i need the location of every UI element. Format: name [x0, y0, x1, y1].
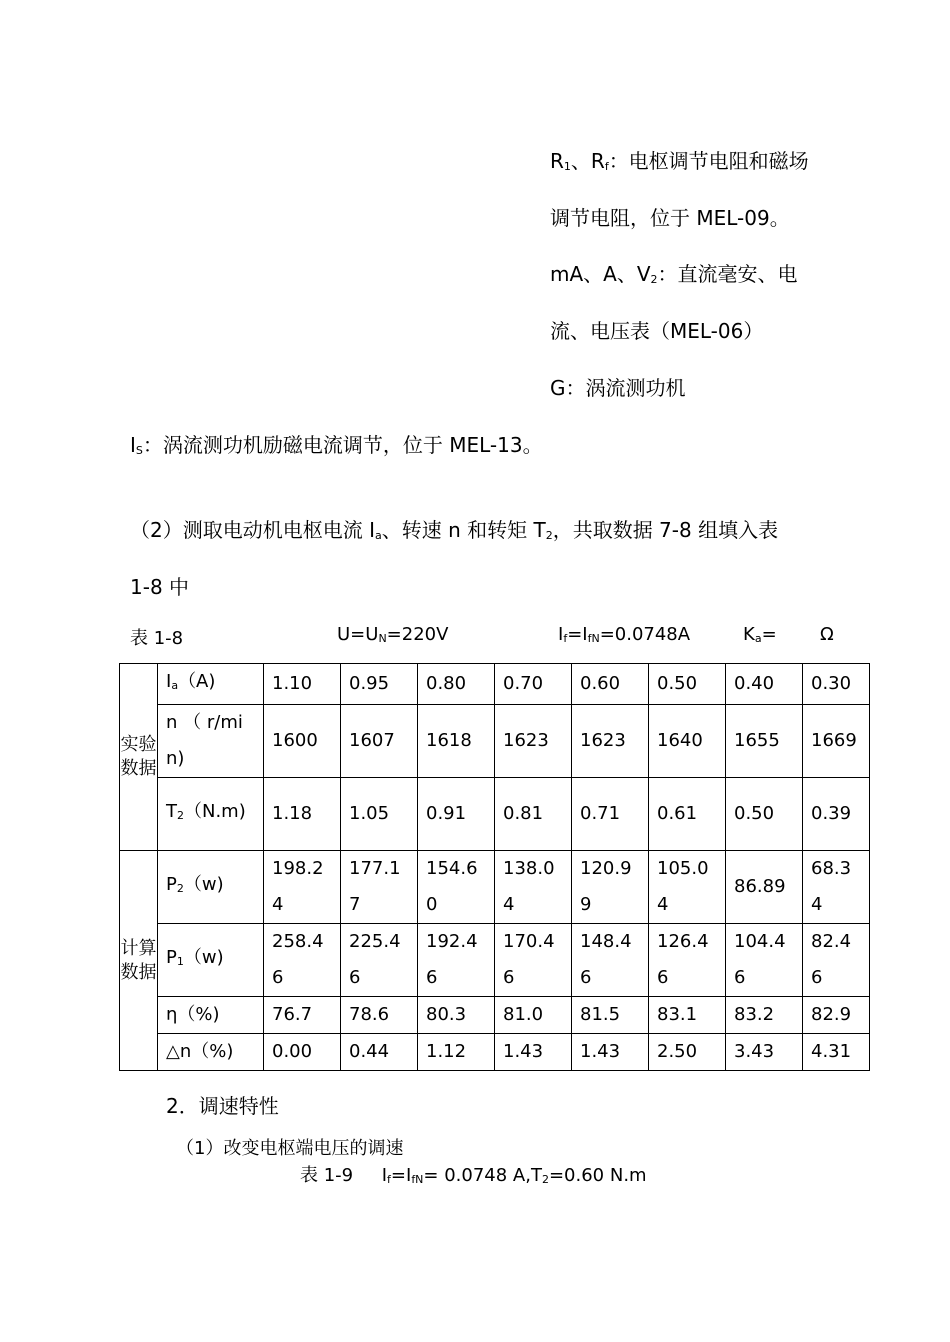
table-cell: 0.44 — [341, 1034, 418, 1071]
table-cell: 1655 — [726, 705, 803, 778]
table-cell: 0.40 — [726, 664, 803, 705]
data-table-1-8 — [119, 663, 870, 1071]
table-cell: 120.99 — [572, 851, 649, 924]
table-cell: 138.04 — [495, 851, 572, 924]
table-cell: 68.34 — [803, 851, 870, 924]
table-cell: 0.95 — [341, 664, 418, 705]
table-cell: 0.91 — [418, 778, 495, 851]
row-label: $P_1(w)$ — [158, 924, 264, 997]
table-cell: 86.89 — [726, 851, 803, 924]
table-cell: 126.46 — [649, 924, 726, 997]
table-cell: 104.46 — [726, 924, 803, 997]
table-cell: 0.50 — [726, 778, 803, 851]
table-cell: 1623 — [495, 705, 572, 778]
table-row — [120, 778, 870, 851]
table-row — [120, 664, 870, 705]
table-cell: 82.46 — [803, 924, 870, 997]
table-cell: 148.46 — [572, 924, 649, 997]
group-calc: 计算数据 — [120, 851, 158, 1071]
table-cell: 0.39 — [803, 778, 870, 851]
legend-r-line1: $R_1$、$R_f$：电枢调节电阻和磁场 — [550, 149, 809, 173]
row-label: η（%) — [158, 997, 264, 1034]
legend-meter-line1: mA、A、$V_2$：直流毫安、电 — [550, 262, 798, 286]
table-cell: 0.71 — [572, 778, 649, 851]
row-label: $T_2(N.m)$ — [158, 778, 264, 851]
table-cell: 0.80 — [418, 664, 495, 705]
table-cell: 225.46 — [341, 924, 418, 997]
table-cell: 83.1 — [649, 997, 726, 1034]
section2-heading: 2．调速特性 — [166, 1094, 279, 1118]
table-cell: 258.46 — [264, 924, 341, 997]
table-row — [120, 997, 870, 1034]
section2-sub1: （1）改变电枢端电压的调速 — [176, 1138, 404, 1159]
table-row — [120, 851, 870, 924]
table-row — [120, 1034, 870, 1071]
table-cell: 0.00 — [264, 1034, 341, 1071]
table-cell: 0.60 — [572, 664, 649, 705]
legend-is-line: $I_S$：涡流测功机励磁电流调节，位于 MEL-13。 — [130, 433, 543, 457]
table-caption-ohm: Ω — [820, 624, 834, 645]
table-cell: 1.12 — [418, 1034, 495, 1071]
table-row — [120, 705, 870, 778]
table-cell: 1.05 — [341, 778, 418, 851]
table-cell: 0.50 — [649, 664, 726, 705]
table-cell: 1.43 — [572, 1034, 649, 1071]
table-cell: 78.6 — [341, 997, 418, 1034]
table-cell: 1.10 — [264, 664, 341, 705]
table-cell: 2.50 — [649, 1034, 726, 1071]
table-cell: 1.18 — [264, 778, 341, 851]
table-cell: 81.0 — [495, 997, 572, 1034]
table-cell: 170.46 — [495, 924, 572, 997]
table-cell: 177.17 — [341, 851, 418, 924]
table-caption-label: 表 1-8 — [130, 628, 184, 649]
table-caption-ka: $K_a=$ — [743, 624, 777, 645]
table-cell: 3.43 — [726, 1034, 803, 1071]
group-experiment: 实验数据 — [120, 664, 158, 851]
row-label: $P_2(w)$ — [158, 851, 264, 924]
table-1-9-caption: 表 1-9 $I_f=I_{fN}= 0.0748$ $A,T_2=0.60$ N.m — [300, 1165, 647, 1186]
table-caption-voltage: $U=U_N=220V$ — [337, 624, 449, 645]
table-cell: 1623 — [572, 705, 649, 778]
legend-g-line: G：涡流测功机 — [550, 376, 686, 400]
table-cell: 1600 — [264, 705, 341, 778]
table-cell: 76.7 — [264, 997, 341, 1034]
step2-line2: 1-8 中 — [130, 575, 190, 599]
table-cell: 4.31 — [803, 1034, 870, 1071]
table-cell: 1607 — [341, 705, 418, 778]
row-label: △n（%) — [158, 1034, 264, 1071]
table-cell: 1669 — [803, 705, 870, 778]
row-label: $I_a(A)$ — [158, 664, 264, 705]
row-label: n （ r/min) — [158, 705, 264, 778]
step2-line1: （2）测取电动机电枢电流 $I_a$、转速 n 和转矩 $T_2$，共取数据 7-8 组填入表 — [130, 518, 779, 542]
table-cell: 0.30 — [803, 664, 870, 705]
table-cell: 82.9 — [803, 997, 870, 1034]
table-cell: 1618 — [418, 705, 495, 778]
table-row — [120, 924, 870, 997]
table-cell: 198.24 — [264, 851, 341, 924]
table-cell: 0.61 — [649, 778, 726, 851]
table-cell: 192.46 — [418, 924, 495, 997]
table-cell: 1640 — [649, 705, 726, 778]
table-cell: 105.04 — [649, 851, 726, 924]
table-cell: 154.60 — [418, 851, 495, 924]
legend-meter-line2: 流、电压表（MEL-06） — [550, 319, 764, 343]
table-cell: 80.3 — [418, 997, 495, 1034]
table-cell: 83.2 — [726, 997, 803, 1034]
table-caption-field-current: $I_f=I_{fN}=0.0748A$ — [558, 624, 691, 645]
legend-r-line2: 调节电阻，位于 MEL-09。 — [550, 206, 790, 230]
table-cell: 1.43 — [495, 1034, 572, 1071]
table-cell: 0.70 — [495, 664, 572, 705]
table-cell: 0.81 — [495, 778, 572, 851]
table-cell: 81.5 — [572, 997, 649, 1034]
